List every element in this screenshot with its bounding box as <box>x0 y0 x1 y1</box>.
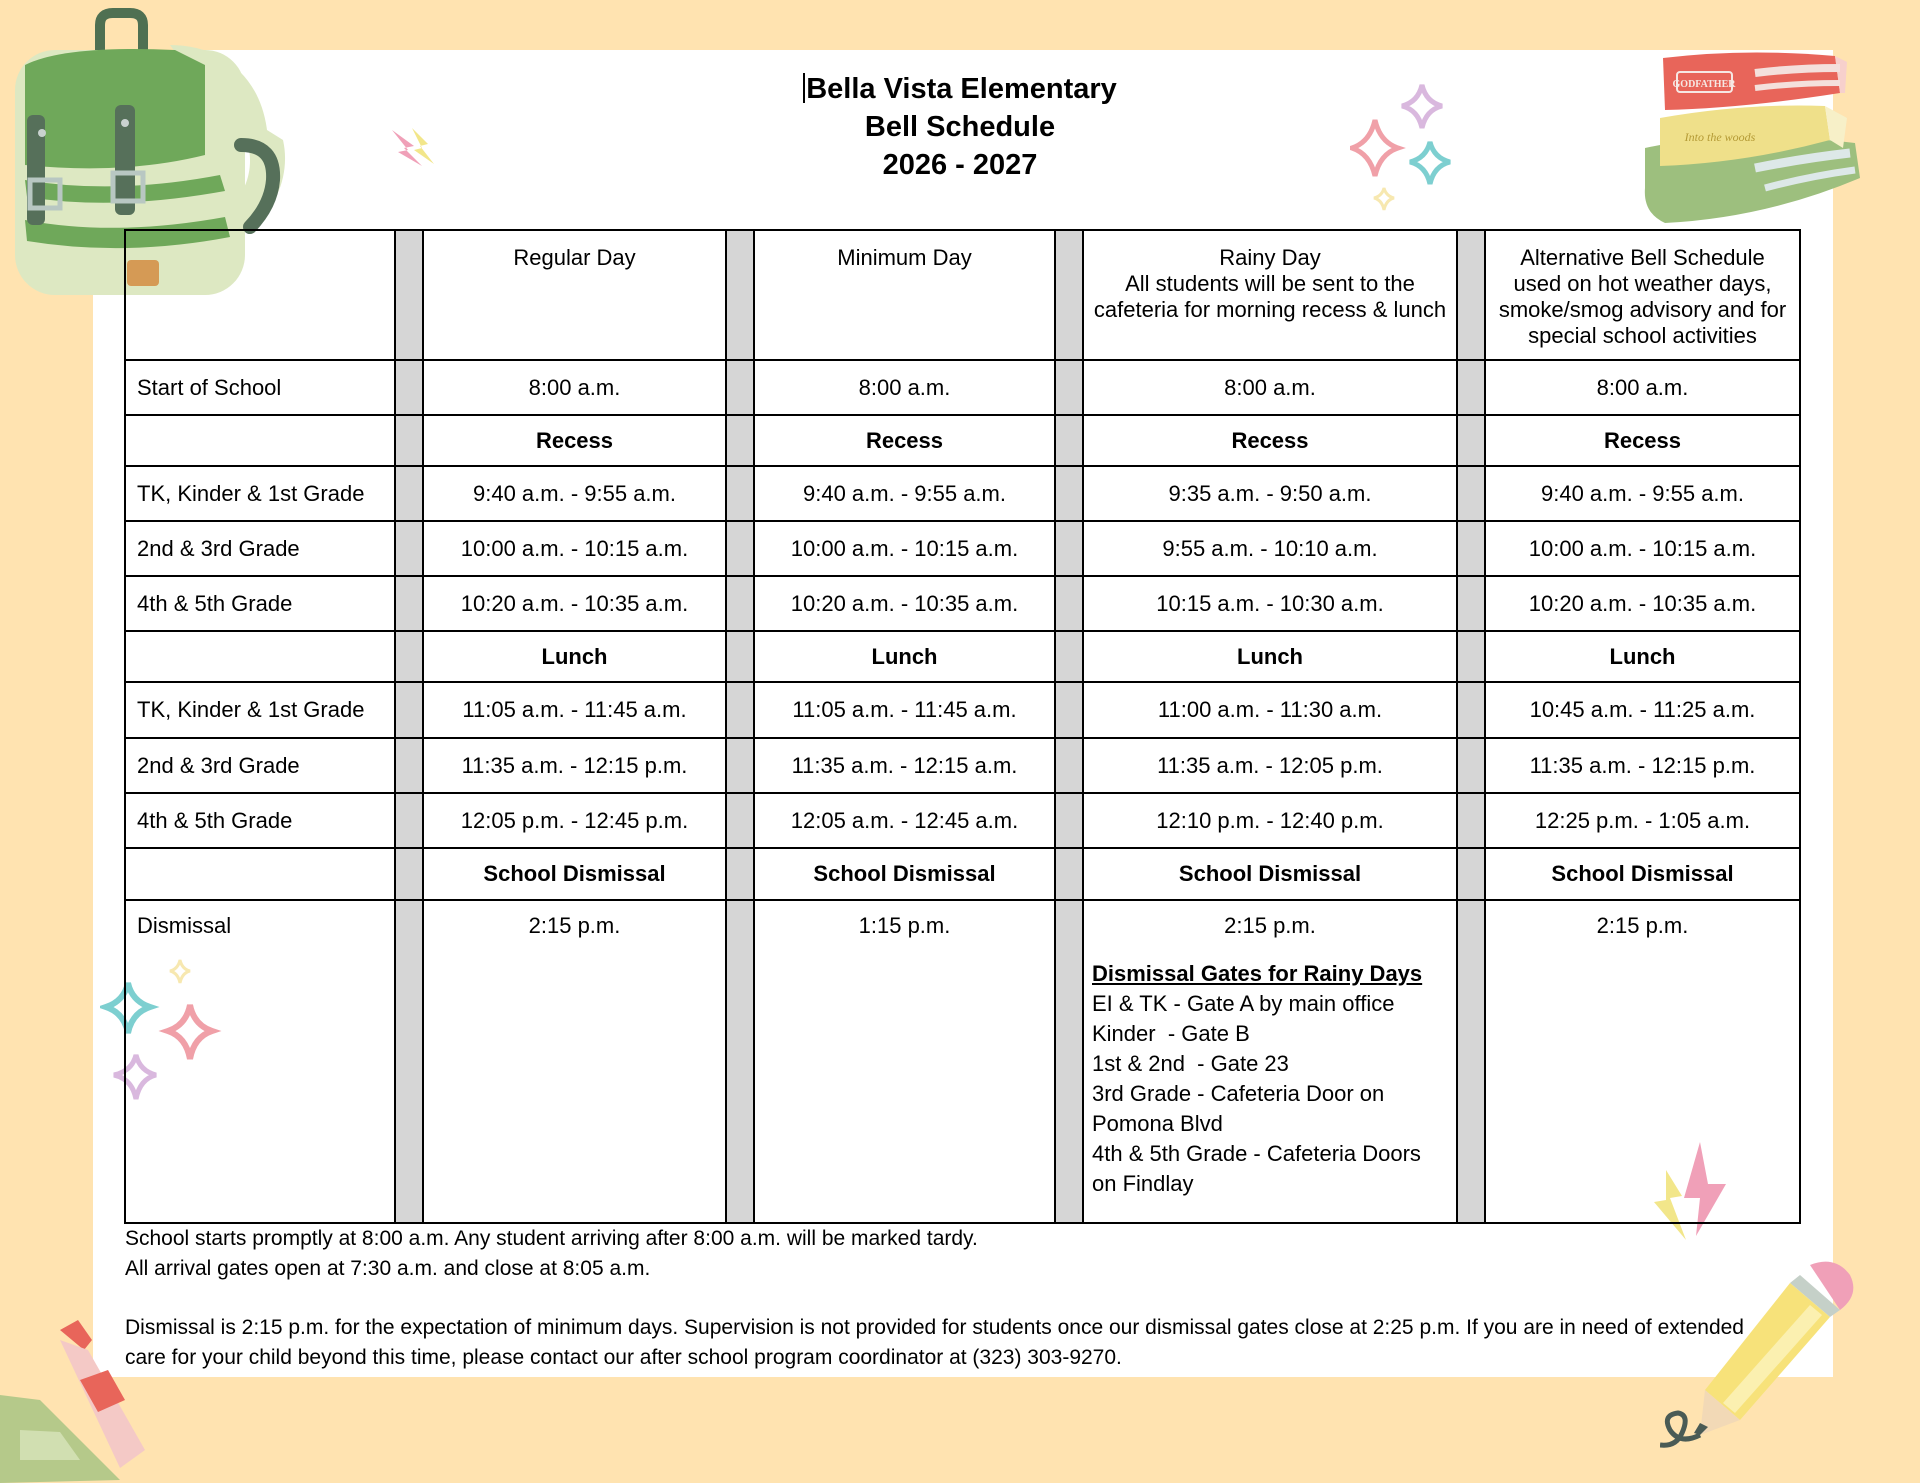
table-cell: 9:40 a.m. - 9:55 a.m. <box>754 466 1055 521</box>
table-cell: 12:05 a.m. - 12:45 a.m. <box>754 793 1055 848</box>
row-label-start: Start of School <box>125 360 395 415</box>
section-header-row <box>125 848 1800 900</box>
table-cell: 11:35 a.m. - 12:15 a.m. <box>754 738 1055 793</box>
table-cell: 10:20 a.m. - 10:35 a.m. <box>1485 576 1800 631</box>
table-row <box>125 576 1800 631</box>
table-cell: 8:00 a.m. <box>754 360 1055 415</box>
row-label: 4th & 5th Grade <box>125 793 395 848</box>
table-cell: 11:35 a.m. - 12:15 p.m. <box>1485 738 1800 793</box>
table-row <box>125 521 1800 576</box>
table-cell: 12:05 p.m. - 12:45 p.m. <box>423 793 726 848</box>
column-header-regular-day: Regular Day <box>423 230 726 360</box>
table-cell: 8:00 a.m. <box>423 360 726 415</box>
row-label: TK, Kinder & 1st Grade <box>125 466 395 521</box>
section-header-row <box>125 415 1800 466</box>
table-cell: 8:00 a.m. <box>1083 360 1457 415</box>
row-label: 2nd & 3rd Grade <box>125 521 395 576</box>
schedule-notes <box>125 1224 1775 1373</box>
table-row <box>125 738 1800 793</box>
column-header-minimum-day: Minimum Day <box>754 230 1055 360</box>
row-label: 4th & 5th Grade <box>125 576 395 631</box>
table-cell: 11:00 a.m. - 11:30 a.m. <box>1083 682 1457 738</box>
table-cell: 10:00 a.m. - 10:15 a.m. <box>1485 521 1800 576</box>
table-cell: 10:15 a.m. - 10:30 a.m. <box>1083 576 1457 631</box>
column-header-rainy-day: Rainy Day All students will be sent to the cafeteria for morning recess & lunch <box>1083 230 1457 360</box>
table-cell-value: 2:15 p.m. <box>1224 913 1316 938</box>
table-cell: 9:35 a.m. - 9:50 a.m. <box>1083 466 1457 521</box>
table-row <box>125 360 1800 415</box>
section-header-dismissal: School Dismissal <box>1083 848 1457 900</box>
gate-line: 4th & 5th Grade - Cafeteria Doors on Findlay <box>1092 1141 1421 1196</box>
table-cell: 9:40 a.m. - 9:55 a.m. <box>423 466 726 521</box>
section-header-recess: Recess <box>1083 415 1457 466</box>
row-label: TK, Kinder & 1st Grade <box>125 682 395 738</box>
section-header-recess: Recess <box>754 415 1055 466</box>
table-cell: 2:15 p.m. <box>1485 900 1800 1223</box>
table-row <box>125 793 1800 848</box>
table-header-row <box>125 230 1800 360</box>
table-row <box>125 682 1800 738</box>
gate-line: Kinder - Gate B <box>1092 1021 1250 1046</box>
book-spine-into-the-woods: Into the woods <box>1684 130 1756 144</box>
document-title <box>0 70 1920 184</box>
table-cell: 10:00 a.m. - 10:15 a.m. <box>423 521 726 576</box>
table-cell: 11:35 a.m. - 12:15 p.m. <box>423 738 726 793</box>
note-arrival-gates: All arrival gates open at 7:30 a.m. and close at 8:05 a.m. <box>125 1257 651 1280</box>
row-label: 2nd & 3rd Grade <box>125 738 395 793</box>
table-cell: 10:20 a.m. - 10:35 a.m. <box>423 576 726 631</box>
table-row <box>125 466 1800 521</box>
section-header-lunch: Lunch <box>423 631 726 682</box>
column-header-alternative-schedule: Alternative Bell Schedule used on hot weather days, smoke/smog advisory and for special school activities <box>1485 230 1800 360</box>
table-cell: 2:15 p.m. <box>423 900 726 1223</box>
rainy-gates-heading: Dismissal Gates for Rainy Days <box>1092 961 1423 986</box>
dismissal-row <box>125 900 1800 1223</box>
table-cell: 9:55 a.m. - 10:10 a.m. <box>1083 521 1457 576</box>
text-cursor <box>803 73 805 103</box>
note-dismissal: Dismissal is 2:15 p.m. for the expectation of minimum days. Supervision is not provided for students once our dismissal gates close at 2:25 p.m. If you are in need of extended care for your child beyond this time, please contact our after school program coordinator at (323) 303-9270. <box>125 1316 1744 1369</box>
section-header-dismissal: School Dismissal <box>1485 848 1800 900</box>
table-cell: 10:00 a.m. - 10:15 a.m. <box>754 521 1055 576</box>
table-cell: 12:10 p.m. - 12:40 p.m. <box>1083 793 1457 848</box>
section-header-recess: Recess <box>423 415 726 466</box>
rainy-dismissal-cell <box>1083 900 1457 1223</box>
header-empty-cell <box>125 230 395 360</box>
bell-schedule-table <box>124 229 1801 1224</box>
title-school-name: Bella Vista Elementary <box>0 70 1920 108</box>
section-header-recess: Recess <box>1485 415 1800 466</box>
section-header-dismissal: School Dismissal <box>754 848 1055 900</box>
table-cell: 11:05 a.m. - 11:45 a.m. <box>423 682 726 738</box>
section-header-row <box>125 631 1800 682</box>
table-cell: 12:25 p.m. - 1:05 a.m. <box>1485 793 1800 848</box>
table-cell: 10:45 a.m. - 11:25 a.m. <box>1485 682 1800 738</box>
section-header-lunch: Lunch <box>1485 631 1800 682</box>
section-header-lunch: Lunch <box>1083 631 1457 682</box>
table-cell: 9:40 a.m. - 9:55 a.m. <box>1485 466 1800 521</box>
title-year: 2026 - 2027 <box>882 149 1038 181</box>
section-header-dismissal: School Dismissal <box>423 848 726 900</box>
table-cell: 11:35 a.m. - 12:05 p.m. <box>1083 738 1457 793</box>
table-cell: 10:20 a.m. - 10:35 a.m. <box>754 576 1055 631</box>
gate-line: 1st & 2nd - Gate 23 <box>1092 1051 1289 1076</box>
section-header-lunch: Lunch <box>754 631 1055 682</box>
table-cell: 11:05 a.m. - 11:45 a.m. <box>754 682 1055 738</box>
table-cell: 1:15 p.m. <box>754 900 1055 1223</box>
gate-line: EI & TK - Gate A by main office <box>1092 991 1395 1016</box>
table-cell: 8:00 a.m. <box>1485 360 1800 415</box>
gate-line: 3rd Grade - Cafeteria Door on Pomona Blvd <box>1092 1081 1385 1136</box>
rainy-gates-list <box>1092 959 1448 1199</box>
row-label-dismissal: Dismissal <box>125 900 395 1223</box>
title-subtitle: Bell Schedule <box>864 111 1056 143</box>
note-tardy: School starts promptly at 8:00 a.m. Any student arriving after 8:00 a.m. will be marked tardy. <box>125 1227 978 1250</box>
book-spine-godfather: GODFATHER <box>1672 79 1736 90</box>
